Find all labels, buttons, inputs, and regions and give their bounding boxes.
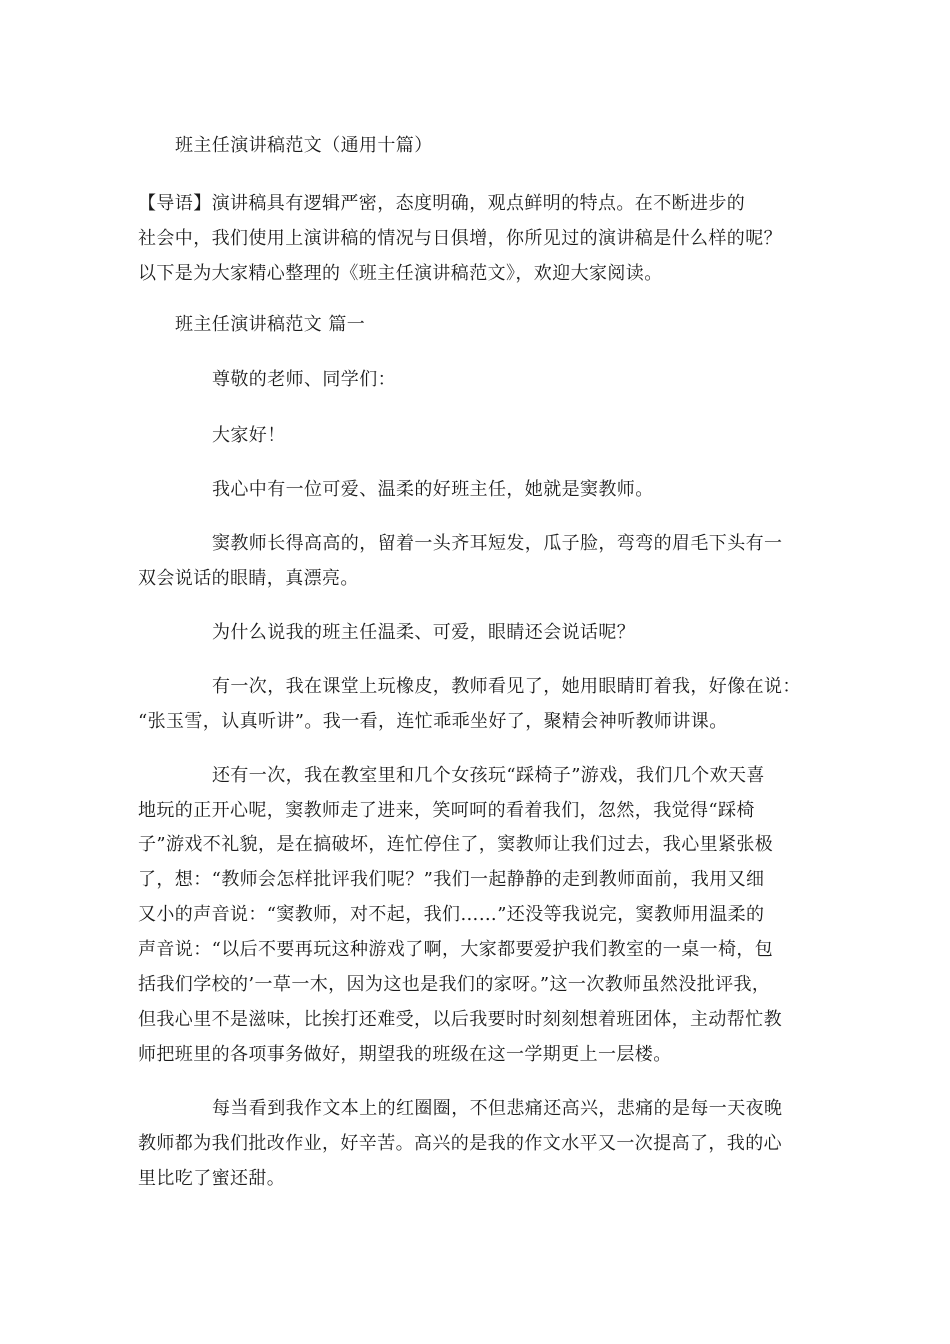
paragraph-line: 括我们学校的’一草一木，因为这也是我们的家呀。”这一次教师虽然没批评我， (138, 974, 771, 995)
intro-line: 【导语】演讲稿具有逻辑严密，态度明确，观点鲜明的特点。在不断进步的 (138, 193, 746, 214)
paragraph-line: 为什么说我的班主任温柔、可爱，眼睛还会说话呢？ (212, 622, 636, 643)
intro-line: 社会中，我们使用上演讲稿的情况与日俱增，你所见过的演讲稿是什么样的呢？ (138, 228, 782, 249)
paragraph-line: 又小的声音说：“窦教师，对不起，我们……”还没等我说完，窦教师用温柔的 (138, 904, 765, 925)
paragraph-line: 还有一次，我在教室里和几个女孩玩“踩椅子”游戏，我们几个欢天喜 (212, 765, 765, 786)
salutation: 尊敬的老师、同学们： (212, 369, 396, 390)
paragraph-line: 每当看到我作文本上的红圈圈，不但悲痛还高兴，悲痛的是每一天夜晚 (212, 1098, 783, 1119)
paragraph-line: 但我心里不是滋味，比挨打还难受，以后我要时时刻刻想着班团体，主动帮忙教 (138, 1009, 782, 1030)
greeting: 大家好！ (212, 425, 286, 446)
paragraph-line: 地玩的正开心呢，窦教师走了进来，笑呵呵的看着我们，忽然，我觉得“踩椅 (138, 800, 755, 821)
paragraph-line: 师把班里的各项事务做好，期望我的班级在这一学期更上一层楼。 (138, 1044, 672, 1065)
paragraph-line: 我心中有一位可爱、温柔的好班主任，她就是窦教师。 (212, 479, 654, 500)
paragraph-line: “张玉雪，认真听讲”。我一看，连忙乖乖坐好了，聚精会神听教师讲课。 (138, 711, 728, 732)
paragraph-line: 声音说：“以后不要再玩这种游戏了啊，大家都要爱护我们教室的一桌一椅，包 (138, 939, 774, 960)
paragraph-line: 双会说话的眼睛，真漂亮。 (138, 568, 359, 589)
paragraph-line: 里比吃了蜜还甜。 (138, 1168, 286, 1189)
paragraph-line: 了，想：“教师会怎样批评我们呢？”我们一起静静的走到教师面前，我用又细 (138, 869, 765, 890)
section-heading: 班主任演讲稿范文 篇一 (175, 314, 366, 335)
paragraph-line: 子”游戏不礼貌，是在搞破坏，连忙停住了，窦教师让我们过去，我心里紧张极 (138, 834, 774, 855)
intro-line: 以下是为大家精心整理的《班主任演讲稿范文》，欢迎大家阅读。 (138, 263, 663, 284)
paragraph-line: 有一次，我在课堂上玩橡皮，教师看见了，她用眼睛盯着我，好像在说： (212, 676, 801, 697)
document-title: 班主任演讲稿范文（通用十篇） (175, 135, 433, 156)
paragraph-line: 窦教师长得高高的，留着一头齐耳短发，瓜子脸，弯弯的眉毛下头有一 (212, 533, 783, 554)
paragraph-line: 教师都为我们批改作业，好辛苦。高兴的是我的作文水平又一次提高了，我的心 (138, 1133, 782, 1154)
